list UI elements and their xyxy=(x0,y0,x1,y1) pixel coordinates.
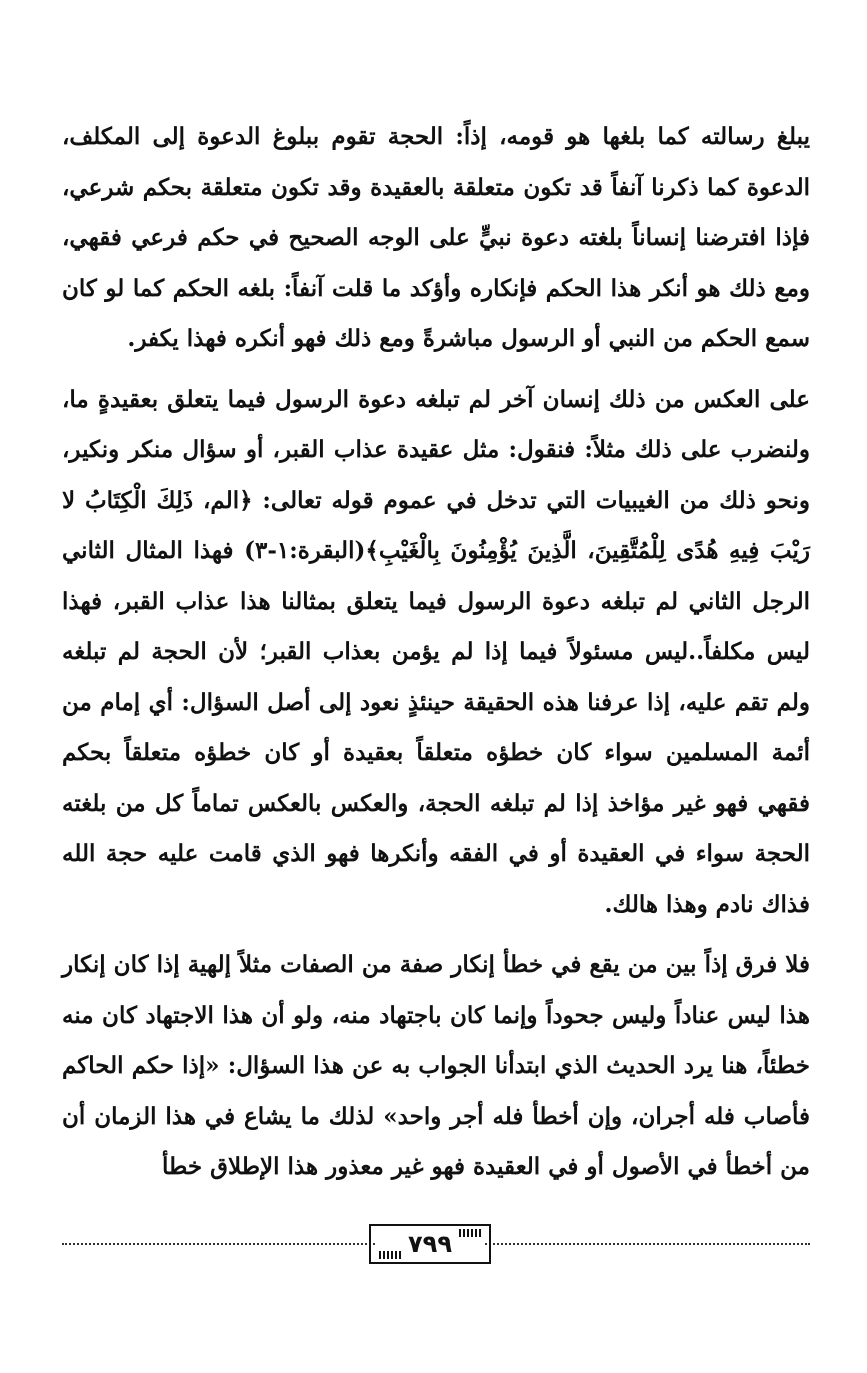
ornament-icon xyxy=(459,1229,481,1237)
page-number: ٧٩٩ xyxy=(408,1230,452,1258)
ornament-icon xyxy=(379,1251,401,1259)
page-footer xyxy=(62,1222,810,1266)
page-number-frame xyxy=(375,1224,485,1264)
paragraph-3: فلا فرق إذاً بين من يقع في خطأ إنكار صفة من الصفات مثلاً إلهية إذا كان إنكار هذا ليس عناداً وليس جحوداً وإنما كان باجتهاد منه، ولو أن هذا الاجتهاد كان منه خطئاً، هنا يرد الحديث الذي ابتدأنا الجواب به عن هذا السؤال: «إذا حكم الحاكم فأصاب فله أجران، وإن أخطأ فله أجر واحد» لذلك ما يشاع في هذا الزمان أن من أخطأ في الأصول أو في العقيدة فهو غير معذور هذا الإطلاق خطأ xyxy=(62,951,810,1180)
paragraph-1: يبلغ رسالته كما بلغها هو قومه، إذاً: الحجة تقوم ببلوغ الدعوة إلى المكلف، الدعوة كما ذكرنا آنفاً قد تكون متعلقة بالعقيدة وقد تكون متعلقة بحكم شرعي، فإذا افترضنا إنساناً بلغته دعوة نبيٍّ على الوجه الصحيح في حكم فرعي فقهي، ومع ذلك هو أنكر هذا الحكم فإنكاره وأؤكد ما قلت آنفاً: بلغه الحكم كما لو كان سمع الحكم من النبي أو الرسول مباشرةً ومع ذلك فهو أنكره فهذا يكفر. xyxy=(62,123,810,352)
page-body xyxy=(62,112,810,1193)
paragraph-2: على العكس من ذلك إنسان آخر لم تبلغه دعوة الرسول فيما يتعلق بعقيدةٍ ما، ولنضرب على ذلك مثلاً: فنقول: مثل عقيدة عذاب القبر، أو سؤال منكر ونكير، ونحو ذلك من الغيبيات التي تدخل في عموم قوله تعالى: ﴿الم، ذَلِكَ الْكِتَابُ لا رَيْبَ فِيهِ هُدًى لِلْمُتَّقِينَ، الَّذِينَ يُؤْمِنُونَ بِالْغَيْبِ﴾(البقرة:١-٣) فهذا المثال الثاني الرجل الثاني لم تبلغه دعوة الرسول فيما يتعلق بمثالنا هذا عذاب القبر، فهذا ليس مكلفاً..ليس مسئولاً فيما إذا لم يؤمن بعذاب القبر؛ لأن الحجة لم تبلغه ولم تقم عليه، إذا عرفنا هذه الحقيقة حينئذٍ نعود إلى أصل السؤال: أي إمام من أئمة المسلمين سواء كان خطؤه متعلقاً بعقيدة أو كان خطؤه متعلقاً بحكم فقهي فهو غير مؤاخذ إذا لم تبلغه الحجة، والعكس بالعكس تماماً كل من بلغته الحجة سواء في العقيدة أو في الفقه وأنكرها فهو الذي قامت عليه حجة الله فذاك نادم وهذا هالك. xyxy=(62,385,810,918)
